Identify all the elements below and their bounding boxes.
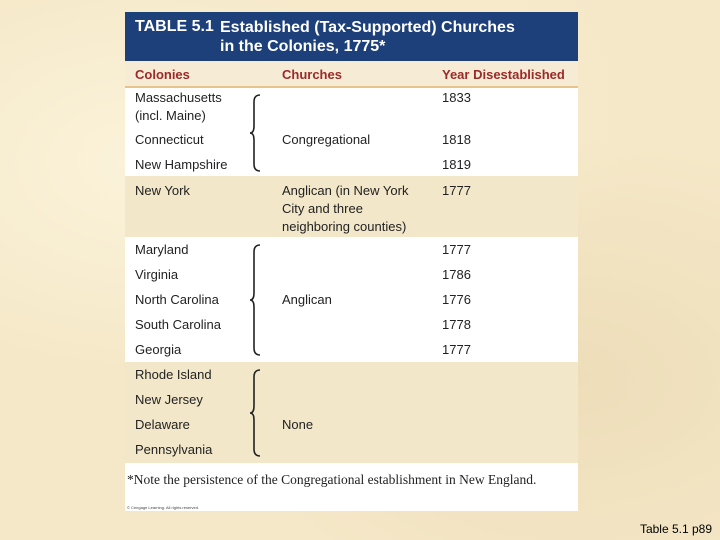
colony-cell: Delaware — [135, 417, 190, 432]
slide-caption: Table 5.1 p89 — [639, 522, 712, 536]
colony-cell: Pennsylvania — [135, 442, 213, 457]
brace-icon — [250, 94, 262, 172]
table-figure — [125, 12, 578, 511]
year-cell: 1819 — [442, 157, 471, 172]
table-title-bar — [125, 12, 578, 61]
table-title-line1: Established (Tax-Supported) Churches — [220, 19, 515, 36]
year-cell: 1833 — [442, 90, 471, 105]
brace-icon — [250, 369, 262, 457]
group-none — [125, 362, 578, 463]
table-number: TABLE 5.1 — [135, 18, 214, 35]
copyright-notice: © Cengage Learning. All rights reserved. — [127, 505, 200, 510]
group-new-england — [125, 88, 578, 176]
header-year: Year Disestablished — [442, 67, 565, 82]
colony-cell: New Hampshire — [135, 157, 228, 172]
table-title-line2: in the Colonies, 1775* — [220, 38, 386, 55]
colony-cell: North Carolina — [135, 292, 219, 307]
group-new-york — [125, 176, 578, 237]
colony-cell: Rhode Island — [135, 367, 212, 382]
year-cell: 1786 — [442, 267, 471, 282]
church-cell: Anglican — [282, 292, 332, 307]
year-cell: 1777 — [442, 342, 471, 357]
colony-cell: Georgia — [135, 342, 182, 357]
church-cell: None — [282, 417, 314, 432]
colony-cell: South Carolina — [135, 317, 221, 332]
footnote-text: *Note the persistence of the Congregational establishment in New England. — [127, 472, 537, 487]
brace-icon — [250, 244, 262, 356]
colony-cell: Virginia — [135, 267, 179, 282]
year-cell: 1776 — [442, 292, 471, 307]
header-colonies: Colonies — [135, 67, 190, 82]
colony-cell: Connecticut — [135, 132, 204, 147]
colony-cell: Massachusetts — [135, 90, 222, 105]
table-row — [135, 89, 222, 125]
year-cell: 1778 — [442, 317, 471, 332]
colony-cell: Maryland — [135, 242, 189, 257]
year-cell: 1818 — [442, 132, 471, 147]
table-footnote — [125, 463, 578, 511]
year-cell: 1777 — [442, 242, 471, 257]
church-cell: Congregational — [282, 132, 371, 147]
header-churches: Churches — [282, 67, 342, 82]
church-line: City and three — [282, 201, 363, 216]
church-cell — [282, 182, 408, 236]
table-title — [220, 18, 570, 56]
table-header-row — [125, 61, 578, 88]
year-cell: 1777 — [442, 183, 471, 198]
church-line: neighboring counties) — [282, 219, 407, 234]
colony-cell: New York — [135, 183, 190, 198]
group-southern — [125, 237, 578, 362]
colony-cell: New Jersey — [135, 392, 203, 407]
church-line: Anglican (in New York — [282, 183, 409, 198]
colony-cell-note: (incl. Maine) — [135, 108, 206, 123]
